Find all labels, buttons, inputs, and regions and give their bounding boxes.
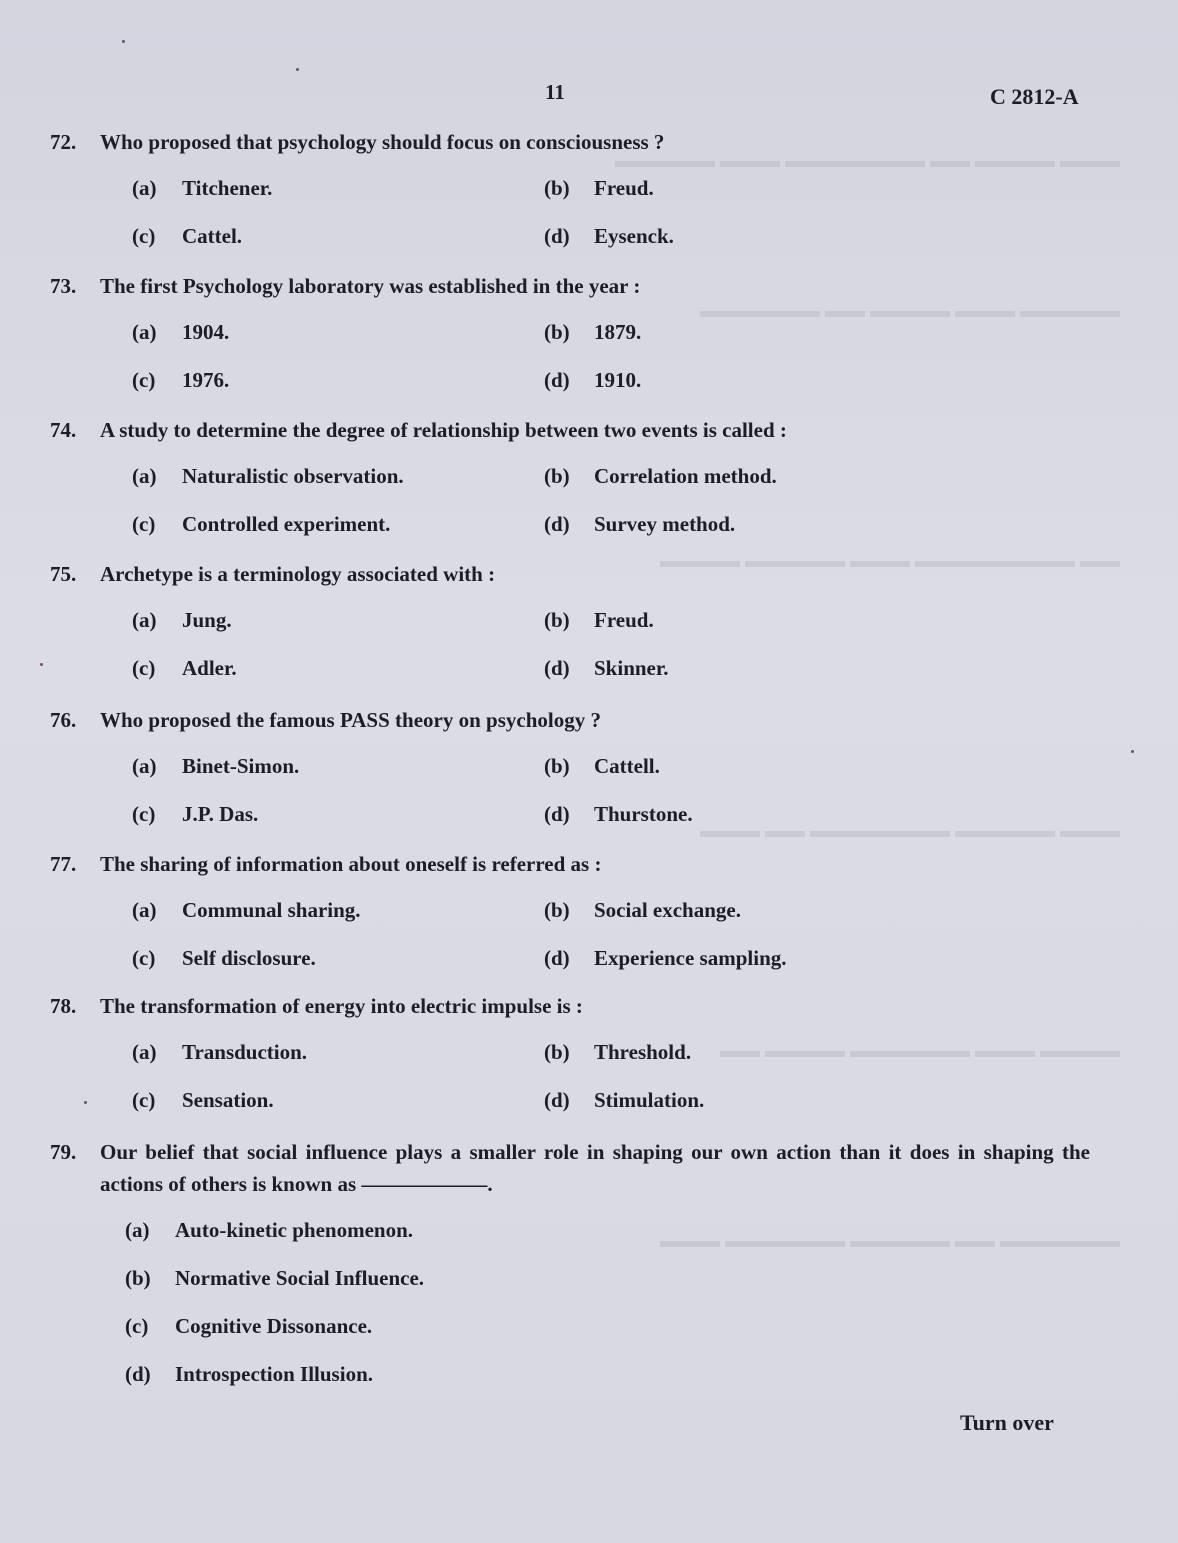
question-number: 78. — [50, 994, 77, 1018]
option-c: (c) Sensation. — [132, 1088, 274, 1112]
scan-speck — [296, 68, 299, 71]
option-b: (b) Correlation method. — [544, 464, 777, 488]
question-72 — [50, 126, 1090, 254]
option-c: (c) 1976. — [132, 368, 230, 392]
option-d: (d) Thurstone. — [544, 802, 693, 826]
option-c: (c) Cognitive Dissonance. — [125, 1314, 373, 1338]
option-d: (d) Eysenck. — [544, 224, 674, 248]
question-number: 76. — [50, 708, 77, 732]
bleed-through-text: ▬▬▬▬▬▬ ▬▬ ▬▬▬▬▬ ▬▬▬▬▬▬ ▬▬▬ — [660, 1230, 1120, 1252]
question-text: Archetype is a terminology associated with : — [100, 562, 496, 586]
bleed-through-text: ▬▬▬ ▬▬▬▬▬ ▬▬▬▬▬▬▬ ▬▬ ▬▬▬ — [700, 820, 1120, 842]
scan-speck — [1131, 750, 1134, 753]
bleed-through-text: ▬▬▬ ▬▬▬▬ ▬▬ ▬▬▬▬▬▬▬ ▬▬▬ ▬▬▬▬▬ — [615, 150, 1120, 172]
option-d: (d) Introspection Illusion. — [125, 1362, 373, 1386]
question-79 — [50, 1136, 1090, 1392]
question-number: 79. — [50, 1140, 77, 1164]
option-b: (b) Threshold. — [544, 1040, 692, 1064]
question-text: A study to determine the degree of relationship between two events is called : — [100, 418, 787, 442]
question-text: The first Psychology laboratory was established in the year : — [100, 274, 641, 298]
option-a: (a) Naturalistic observation. — [132, 464, 404, 488]
option-a: (a) Auto-kinetic phenomenon. — [125, 1218, 414, 1242]
option-c: (c) Cattel. — [132, 224, 243, 248]
bleed-through-text: ▬▬ ▬▬▬▬▬▬▬▬ ▬▬▬ ▬▬▬▬▬ ▬▬▬▬ — [660, 550, 1120, 572]
option-a: (a) Communal sharing. — [132, 898, 361, 922]
option-b: (b) Cattell. — [544, 754, 660, 778]
question-74 — [50, 414, 1090, 542]
option-a: (a) Titchener. — [132, 176, 273, 200]
option-d: (d) Experience sampling. — [544, 946, 787, 970]
scan-speck — [122, 40, 125, 43]
option-b: (b) Normative Social Influence. — [125, 1266, 425, 1290]
paper-code: C 2812-A — [990, 84, 1079, 109]
question-text: Who proposed the famous PASS theory on psychology ? — [100, 708, 601, 732]
question-text: Who proposed that psychology should focus on consciousness ? — [100, 130, 665, 154]
question-75 — [50, 558, 1090, 686]
option-d: (d) Skinner. — [544, 656, 669, 680]
bleed-through-text: ▬▬▬▬▬ ▬▬▬ ▬▬▬▬ ▬▬ ▬▬▬▬▬▬ — [700, 300, 1120, 322]
turn-over-note: Turn over — [960, 1410, 1054, 1435]
option-b: (b) Freud. — [544, 608, 654, 632]
question-78 — [50, 990, 1090, 1118]
question-number: 75. — [50, 562, 77, 586]
bleed-through-text: ▬▬▬▬ ▬▬▬ ▬▬▬▬▬▬ ▬▬▬▬ ▬▬ — [720, 1040, 1120, 1062]
option-a: (a) Transduction. — [132, 1040, 308, 1064]
option-b: (b) Social exchange. — [544, 898, 741, 922]
question-number: 72. — [50, 130, 77, 154]
option-d: (d) Survey method. — [544, 512, 736, 536]
option-b: (b) Freud. — [544, 176, 654, 200]
option-d: (d) Stimulation. — [544, 1088, 705, 1112]
question-text: The sharing of information about oneself is referred as : — [100, 852, 602, 876]
page-number: 11 — [545, 80, 565, 104]
option-b: (b) 1879. — [544, 320, 642, 344]
scan-speck — [40, 663, 43, 666]
question-77 — [50, 848, 1090, 976]
question-73 — [50, 270, 1090, 398]
option-c: (c) Controlled experiment. — [132, 512, 391, 536]
question-76 — [50, 704, 1090, 832]
question-text: The transformation of energy into electric impulse is : — [100, 994, 583, 1018]
question-number: 74. — [50, 418, 77, 442]
option-c: (c) J.P. Das. — [132, 802, 259, 826]
option-c: (c) Adler. — [132, 656, 237, 680]
question-number: 77. — [50, 852, 77, 876]
option-d: (d) 1910. — [544, 368, 642, 392]
option-a: (a) Binet-Simon. — [132, 754, 300, 778]
option-c: (c) Self disclosure. — [132, 946, 316, 970]
question-number: 73. — [50, 274, 77, 298]
option-a: (a) Jung. — [132, 608, 232, 632]
option-a: (a) 1904. — [132, 320, 230, 344]
question-text: Our belief that social influence plays a smaller role in shaping our own action than it does in shaping the actions of others is known as ——————. — [100, 1140, 1090, 1196]
